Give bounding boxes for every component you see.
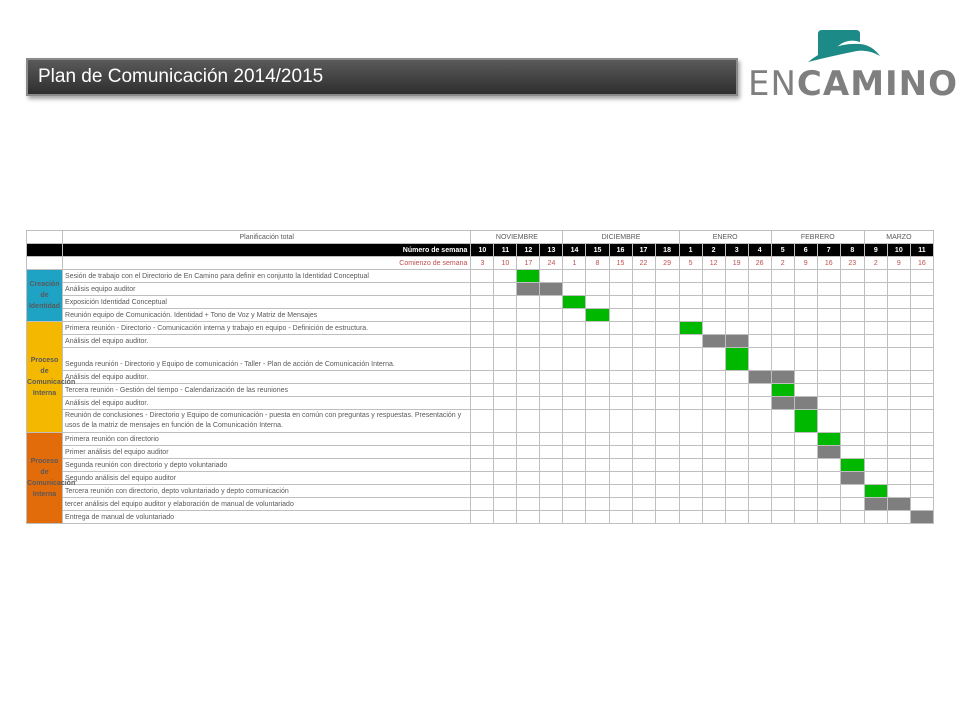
logo-wordmark: ENCAMINO	[748, 64, 959, 104]
week-number: 2	[702, 244, 725, 257]
week-number: 3	[725, 244, 748, 257]
task-row	[27, 371, 934, 384]
group-label: Proceso de Comunicación Interna	[27, 322, 63, 433]
task-row	[27, 410, 934, 433]
gray-bar	[887, 498, 910, 511]
task-label: Entrega de manual de voluntariado	[63, 511, 471, 524]
week-start: 1	[563, 257, 586, 270]
green-bar	[771, 384, 794, 397]
week-number: 4	[748, 244, 771, 257]
gray-bar	[725, 335, 748, 348]
week-start: 22	[632, 257, 655, 270]
week-start: 10	[494, 257, 517, 270]
task-label: Análisis equipo auditor	[63, 283, 471, 296]
task-row	[27, 498, 934, 511]
gray-bar	[771, 371, 794, 384]
week-start: 16	[817, 257, 840, 270]
week-start: 9	[794, 257, 817, 270]
week-start: 9	[887, 257, 910, 270]
week-number: 10	[887, 244, 910, 257]
task-label: tercer análisis del equipo auditor y elaboración de manual de voluntariado	[63, 498, 471, 511]
week-start: 5	[679, 257, 702, 270]
month-header: NOVIEMBRE	[471, 231, 563, 244]
week-start: 2	[864, 257, 887, 270]
task-row	[27, 283, 934, 296]
task-row	[27, 309, 934, 322]
task-row	[27, 485, 934, 498]
month-header: ENERO	[679, 231, 771, 244]
green-bar	[817, 433, 840, 446]
week-start: 3	[471, 257, 494, 270]
green-bar	[864, 485, 887, 498]
gray-bar	[817, 446, 840, 459]
title-bar	[26, 58, 738, 96]
month-header: MARZO	[864, 231, 933, 244]
page-title: Plan de Comunicación 2014/2015	[38, 66, 324, 87]
task-label: Reunión de conclusiones - Directorio y Equipo de comunicación - puesta en común con preguntas y respuestas. Presentación y usos de la matriz de mensajes en función de la Comunicación Interna.	[63, 410, 471, 433]
gray-bar	[771, 397, 794, 410]
week-number: 11	[910, 244, 933, 257]
week-start: 26	[748, 257, 771, 270]
month-header: FEBRERO	[771, 231, 864, 244]
green-bar	[586, 309, 609, 322]
task-label: Exposición Identidad Conceptual	[63, 296, 471, 309]
week-number-row	[27, 244, 934, 257]
week-start: 2	[771, 257, 794, 270]
week-start-label: Comienzo de semana	[63, 257, 471, 270]
task-row	[27, 270, 934, 283]
week-start-row	[27, 257, 934, 270]
month-header: DICIEMBRE	[563, 231, 679, 244]
task-label: Segunda reunión con directorio y depto voluntariado	[63, 459, 471, 472]
month-header-row	[27, 231, 934, 244]
gray-bar	[794, 397, 817, 410]
week-start: 15	[609, 257, 632, 270]
planning-header: Planificación total	[63, 231, 471, 244]
task-label: Tercera reunión con directorio, depto voluntariado y depto comunicación	[63, 485, 471, 498]
week-number: 6	[794, 244, 817, 257]
encamino-logo	[748, 28, 959, 104]
week-number: 7	[817, 244, 840, 257]
task-row	[27, 511, 934, 524]
task-label: Primera reunión - Directorio - Comunicación interna y trabajo en equipo - Definición de estructura.	[63, 322, 471, 335]
week-number: 15	[586, 244, 609, 257]
group-label: Proceso de Comunicación Interna	[27, 433, 63, 524]
green-bar	[794, 410, 817, 433]
task-label: Tercera reunión - Gestión del tiempo - Calendarización de las reuniones	[63, 384, 471, 397]
green-bar	[517, 270, 540, 283]
task-row	[27, 472, 934, 485]
task-label: Análisis del equipo auditor.	[63, 335, 471, 348]
week-number: 17	[632, 244, 655, 257]
gray-bar	[840, 472, 864, 485]
week-number: 5	[771, 244, 794, 257]
group-label: Creación de Identidad	[27, 270, 63, 322]
week-start: 29	[655, 257, 679, 270]
logo-bird-icon	[748, 28, 928, 68]
week-number: 8	[840, 244, 864, 257]
week-number: 10	[471, 244, 494, 257]
task-row	[27, 296, 934, 309]
week-start: 24	[540, 257, 563, 270]
task-label: Sesión de trabajo con el Directorio de En Camino para definir en conjunto la Identidad Conceptual	[63, 270, 471, 283]
task-label: Análisis del equipo auditor.	[63, 397, 471, 410]
week-number: 18	[655, 244, 679, 257]
week-number-label: Número de semana	[63, 244, 471, 257]
week-number: 9	[864, 244, 887, 257]
gray-bar	[864, 498, 887, 511]
week-number: 16	[609, 244, 632, 257]
task-label: Primera reunión con directorio	[63, 433, 471, 446]
green-bar	[563, 296, 586, 309]
week-start: 8	[586, 257, 609, 270]
task-row	[27, 384, 934, 397]
planning-table	[26, 230, 934, 524]
task-row	[27, 322, 934, 335]
task-row	[27, 348, 934, 371]
task-row	[27, 335, 934, 348]
green-bar	[725, 348, 748, 371]
week-number: 14	[563, 244, 586, 257]
week-start: 23	[840, 257, 864, 270]
gray-bar	[748, 371, 771, 384]
task-row	[27, 397, 934, 410]
week-number: 1	[679, 244, 702, 257]
task-label: Segundo análisis del equipo auditor	[63, 472, 471, 485]
week-number: 12	[517, 244, 540, 257]
week-number: 13	[540, 244, 563, 257]
week-start: 17	[517, 257, 540, 270]
task-row	[27, 459, 934, 472]
week-number: 11	[494, 244, 517, 257]
green-bar	[679, 322, 702, 335]
gray-bar	[910, 511, 933, 524]
task-label: Reunión equipo de Comunicación. Identidad + Tono de Voz y Matriz de Mensajes	[63, 309, 471, 322]
week-start: 16	[910, 257, 933, 270]
week-start: 19	[725, 257, 748, 270]
task-label: Análisis del equipo auditor.	[63, 371, 471, 384]
green-bar	[840, 459, 864, 472]
task-label: Segunda reunión - Directorio y Equipo de comunicación - Taller - Plan de acción de Comunicación Interna.	[63, 348, 471, 371]
gray-bar	[540, 283, 563, 296]
week-start: 12	[702, 257, 725, 270]
gray-bar	[702, 335, 725, 348]
task-row	[27, 446, 934, 459]
task-row	[27, 433, 934, 446]
task-label: Primer análisis del equipo auditor	[63, 446, 471, 459]
gray-bar	[517, 283, 540, 296]
